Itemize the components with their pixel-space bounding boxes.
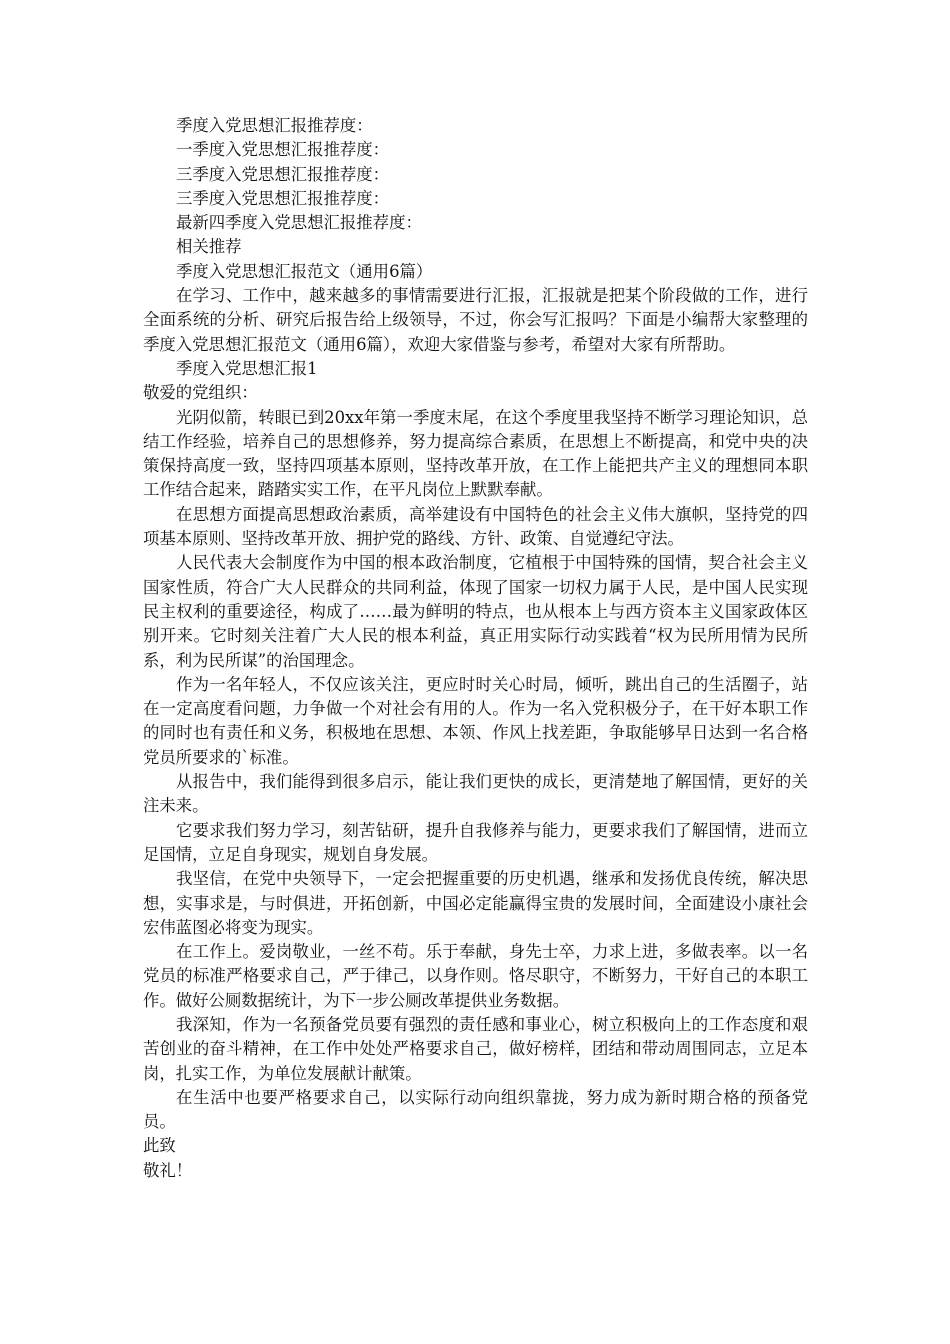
related-recommend-heading: 相关推荐	[176, 237, 242, 257]
body-paragraph: 在思想方面提高思想政治素质，高举建设有中国特色的社会主义伟大旗帜，坚持党的四项基本原则、坚持改革开放、拥护党的路线、方针、政策、自觉遵纪守法。	[143, 504, 808, 549]
section-title: 季度入党思想汇报1	[176, 358, 318, 378]
body-paragraph: 我坚信，在党中央领导下，一定会把握重要的历史机遇，继承和发扬优良传统，解决思想，实事求是，与时俱进，开拓创新，中国必定能赢得宝贵的发展时间，全面建设小康社会宏伟蓝图必将变为现实。	[143, 869, 808, 937]
body-paragraph: 作为一名年轻人，不仅应该关注，更应时时关心时局，倾听，跳出自己的生活圈子，站在一定高度看问题，力争做一个对社会有用的人。作为一名入党积极分子，在干好本职工作的同时也有责任和义务，积极地在思想、本领、作风上找差距，争取能够早日达到一名合格党员所要求的`标准。	[143, 674, 808, 767]
header-line-recommend-4: 三季度入党思想汇报推荐度：	[176, 188, 390, 208]
header-line-recommend-5: 最新四季度入党思想汇报推荐度：	[176, 213, 422, 233]
closing-salute: 敬礼！	[143, 1160, 193, 1180]
body-paragraph: 在生活中也要严格要求自己，以实际行动向组织靠拢，努力成为新时期合格的预备党员。	[143, 1087, 808, 1132]
body-paragraph: 光阴似箭，转眼已到20xx年第一季度末尾，在这个季度里我坚持不断学习理论知识，总结工作经验，培养自己的思想修养，努力提高综合素质，在思想上不断提高，和党中央的决策保持高度一致，坚持四项基本原则，坚持改革开放，在工作上能把共产主义的理想同本职工作结合起来，踏踏实实工作，在平凡岗位上默默奉献。	[143, 407, 808, 500]
body-paragraph: 从报告中，我们能得到很多启示，能让我们更快的成长，更清楚地了解国情，更好的关注未来。	[143, 772, 808, 816]
intro-paragraph: 在学习、工作中，越来越多的事情需要进行汇报，汇报就是把某个阶段做的工作，进行全面系统的分析、研究后报告给上级领导，不过，你会写汇报吗？下面是小编帮大家整理的季度入党思想汇报范文（通用6篇），欢迎大家借鉴与参考，希望对大家有所帮助。	[143, 286, 808, 354]
header-line-recommend-2: 一季度入党思想汇报推荐度：	[176, 140, 390, 160]
body-paragraph: 它要求我们努力学习，刻苦钻研，提升自我修养与能力，更要求我们了解国情，进而立足国情，立足自身现实，规划自身发展。	[143, 820, 808, 864]
document-page	[143, 114, 808, 1183]
body-paragraph: 在工作上。爱岗敬业，一丝不苟。乐于奉献，身先士卒，力求上进，多做表率。以一名党员的标准严格要求自己，严于律己，以身作则。恪尽职守，不断努力，干好自己的本职工作。做好公厕数据统计，为下一步公厕改革提供业务数据。	[143, 942, 808, 1010]
body-paragraph: 人民代表大会制度作为中国的根本政治制度，它植根于中国特殊的国情，契合社会主义国家性质，符合广大人民群众的共同利益，体现了国家一切权力属于人民，是中国人民实现民主权利的重要途径，构成了……最为鲜明的特点，也从根本上与西方资本主义国家政体区别开来。它时刻关注着广大人民的根本利益，真正用实际行动实践着“权为民所用情为民所系，利为民所谋”的治国理念。	[143, 553, 808, 670]
header-line-recommend-3: 三季度入党思想汇报推荐度：	[176, 164, 390, 184]
body-paragraph: 我深知，作为一名预备党员要有强烈的责任感和事业心，树立积极向上的工作态度和艰苦创业的奋斗精神，在工作中处处严格要求自己，做好榜样，团结和带动周围同志，立足本岗，扎实工作，为单位发展献计献策。	[143, 1014, 808, 1083]
salutation: 敬爱的党组织：	[143, 383, 258, 403]
header-line-recommend-1: 季度入党思想汇报推荐度：	[176, 116, 373, 135]
closing-line: 此致	[143, 1136, 176, 1156]
article-title: 季度入党思想汇报范文（通用6篇）	[176, 261, 433, 281]
